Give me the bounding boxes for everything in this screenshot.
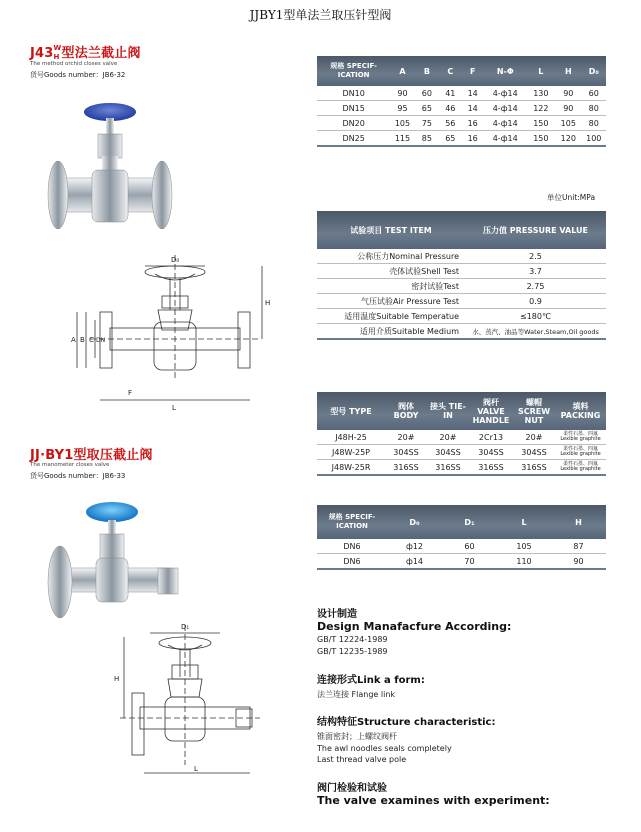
table-cell: 壳体试验Shell Test [317, 264, 465, 279]
table-cell: 105 [497, 539, 551, 554]
structure-title: 结构特征Structure characteristic: [317, 717, 496, 728]
table-cell: J48W-25P [317, 445, 385, 460]
flange-icon [48, 546, 72, 618]
table-cell: 316SS [469, 460, 513, 476]
table-cell: 密封试验Test [317, 279, 465, 294]
header-a: A [390, 56, 414, 86]
unit-label: 单位Unit:MPa [547, 193, 596, 202]
table-row [317, 539, 606, 554]
table-cell: 16 [461, 116, 483, 131]
right-flange-icon [152, 161, 172, 229]
table-cell: 20# [513, 430, 555, 445]
header-h: H [551, 505, 606, 539]
table-header-row [317, 211, 606, 249]
dim-c: C [89, 336, 94, 344]
table-cell: 20# [385, 430, 427, 445]
exam-title-cn: 阀门检验和试验 [317, 783, 387, 794]
structure-section [317, 713, 617, 764]
design-title-cn: 设计制造 [317, 609, 357, 620]
table-cell: 20# [427, 430, 469, 445]
table-cell: 304SS [427, 445, 469, 460]
table-cell: 130 [527, 86, 555, 101]
header-spec: 规格 SPECIF-ICATION [317, 505, 387, 539]
table-header-row [317, 505, 606, 539]
product2-drawing [110, 615, 270, 780]
table-row [317, 86, 606, 101]
header-n-phi: N-Φ [484, 56, 527, 86]
header-packing: 填料 PACKING [555, 392, 606, 430]
dim-a: A [71, 336, 76, 344]
table-cell: 316SS [427, 460, 469, 476]
table-cell: ф14 [387, 554, 442, 570]
table-cell: 60 [442, 539, 497, 554]
table-cell: 16 [461, 131, 483, 147]
header-test-item: 试验项目 TEST ITEM [317, 211, 465, 249]
table-cell: 气压试验Air Pressure Test [317, 294, 465, 309]
table-cell: 87 [551, 539, 606, 554]
dim-h: H [114, 675, 120, 683]
table-cell: 14 [461, 86, 483, 101]
dim-b: B [80, 336, 85, 344]
table-cell: 2Cr13 [469, 430, 513, 445]
table-cell: 2.75 [465, 279, 606, 294]
table-cell: 0.9 [465, 294, 606, 309]
table-cell: 316SS [513, 460, 555, 476]
table-cell: 适用介质Suitable Medium [317, 324, 465, 340]
table-cell: 90 [555, 86, 581, 101]
table-cell: 4-ф14 [484, 101, 527, 116]
table-row [317, 309, 606, 324]
table-cell: 150 [527, 116, 555, 131]
product2-photo [40, 490, 190, 625]
table-row [317, 294, 606, 309]
table-row [317, 554, 606, 570]
header-pressure-value: 压力值 PRESSURE VALUE [465, 211, 606, 249]
table-cell: 60 [582, 86, 606, 101]
table-cell: 80 [582, 101, 606, 116]
design-section [317, 605, 617, 656]
table-cell: 105 [390, 116, 414, 131]
dim-f: F [128, 389, 133, 397]
header-l: L [497, 505, 551, 539]
table-cell: 41 [439, 86, 461, 101]
link-section [317, 671, 617, 700]
table-cell: 柔性石墨、四氟 Lexible graphite [555, 460, 606, 476]
table-cell: DN25 [317, 131, 390, 147]
table-cell: ф12 [387, 539, 442, 554]
standard-1: GB/T 12224-1989 [317, 635, 388, 644]
table-cell: 65 [439, 131, 461, 147]
table-cell: DN6 [317, 539, 387, 554]
table-cell: 56 [439, 116, 461, 131]
table-cell: 115 [390, 131, 414, 147]
table-header-row [317, 56, 606, 86]
table-cell: 适用温度Suitable Temperatue [317, 309, 465, 324]
dim-l: L [194, 765, 198, 773]
table-cell: 3.7 [465, 264, 606, 279]
spec-table-3 [317, 392, 606, 476]
table-row [317, 445, 606, 460]
product1-drawing [70, 250, 270, 440]
table-cell: 75 [415, 116, 439, 131]
header-d1: D₁ [442, 505, 497, 539]
header-valve-handle: 阀杆 VALVE HANDLE [469, 392, 513, 430]
dim-l: L [172, 404, 176, 412]
spec-table-4 [317, 505, 606, 570]
table-cell: DN20 [317, 116, 390, 131]
structure-line-1: 锥面密封；上螺纹阀杆 [317, 732, 397, 741]
header-spec: 规格 SPECIF-ICATION [317, 56, 390, 86]
link-title: 连接形式Link a form: [317, 675, 425, 686]
table-row [317, 279, 606, 294]
table-row [317, 430, 606, 445]
table-row [317, 460, 606, 476]
table-cell: DN6 [317, 554, 387, 570]
product1-photo [40, 90, 190, 240]
table-cell: 65 [415, 101, 439, 116]
table-cell: 90 [390, 86, 414, 101]
table-cell: 柔性石墨、四氟 Lexible graphite [555, 445, 606, 460]
product1-goods-number: 货号Goods number：JB6-32 [30, 71, 126, 79]
table-cell: 100 [582, 131, 606, 147]
dim-d0: D₀ [171, 256, 180, 264]
standard-2: GB/T 12235-1989 [317, 647, 388, 656]
table-cell: 304SS [513, 445, 555, 460]
product2-goods-number: 货号Goods number：JB6-33 [30, 472, 126, 480]
header-c: C [439, 56, 461, 86]
table-cell: J48H-25 [317, 430, 385, 445]
table-cell: 122 [527, 101, 555, 116]
exam-title-en: The valve examines with experiment: [317, 794, 550, 807]
table-cell: 水、蒸汽、油品等Water,Steam,Oil goods [465, 324, 606, 340]
table-cell: J48W-25R [317, 460, 385, 476]
table-cell: 4-ф14 [484, 86, 527, 101]
table-row [317, 101, 606, 116]
header-screw-nut: 螺帽 SCREW NUT [513, 392, 555, 430]
table-row [317, 264, 606, 279]
header-body: 阀体 BODY [385, 392, 427, 430]
spec-table-2 [317, 211, 606, 340]
dim-dn: DN [96, 337, 106, 344]
table-cell: 14 [461, 101, 483, 116]
link-text: 法兰连接 Flange link [317, 690, 396, 699]
nut-icon [158, 568, 178, 594]
header-d0: D₀ [387, 505, 442, 539]
table-cell: ≤180℃ [465, 309, 606, 324]
table-row [317, 116, 606, 131]
header-h: H [555, 56, 581, 86]
handwheel-icon [86, 502, 138, 522]
header-type: 型号 TYPE [317, 392, 385, 430]
table-cell: 120 [555, 131, 581, 147]
header-l: L [527, 56, 555, 86]
table-cell: DN15 [317, 101, 390, 116]
table-cell: 70 [442, 554, 497, 570]
table-cell: DN10 [317, 86, 390, 101]
table-cell: 110 [497, 554, 551, 570]
structure-line-2: The awl noodles seals completely [317, 744, 452, 753]
header-d0: D₀ [582, 56, 606, 86]
header-f: F [461, 56, 483, 86]
table-cell: 60 [415, 86, 439, 101]
left-flange-icon [48, 161, 68, 229]
table-cell: 90 [551, 554, 606, 570]
table-cell: 80 [582, 116, 606, 131]
table-cell: 公称压力Nominal Pressure [317, 249, 465, 264]
table-cell: 304SS [469, 445, 513, 460]
table-header-row [317, 392, 606, 430]
header-tie-in: 接头 TIE-IN [427, 392, 469, 430]
product1-title: J43 W H 型法兰截止阀 [30, 43, 141, 61]
table-cell: 95 [390, 101, 414, 116]
table-cell: 150 [527, 131, 555, 147]
exam-section [317, 779, 617, 807]
table-row [317, 324, 606, 340]
design-title-en: Design Manafacfure According: [317, 620, 512, 633]
table-cell: 304SS [385, 445, 427, 460]
table-row [317, 131, 606, 147]
page-title: JJBY1型单法兰取压针型阀 [249, 8, 392, 22]
dim-h: H [265, 299, 270, 307]
table-cell: 90 [555, 101, 581, 116]
table-cell: 2.5 [465, 249, 606, 264]
header-b: B [415, 56, 439, 86]
product2-subtitle: The manometer closes valve [30, 462, 110, 468]
product1-subtitle: The method orchid closes valve [30, 61, 118, 67]
table-cell: 105 [555, 116, 581, 131]
table-cell: 柔性石墨、四氟 Lexible graphite [555, 430, 606, 445]
table-cell: 4-ф14 [484, 116, 527, 131]
structure-line-3: Last thread valve pole [317, 755, 407, 764]
table-row [317, 249, 606, 264]
spec-table-1 [317, 56, 606, 147]
table-cell: 46 [439, 101, 461, 116]
table-cell: 85 [415, 131, 439, 147]
table-cell: 316SS [385, 460, 427, 476]
product2-title: JJ·BY1型取压截止阀 [30, 448, 153, 463]
dim-d1: D₁ [181, 623, 190, 631]
table-cell: 4-ф14 [484, 131, 527, 147]
